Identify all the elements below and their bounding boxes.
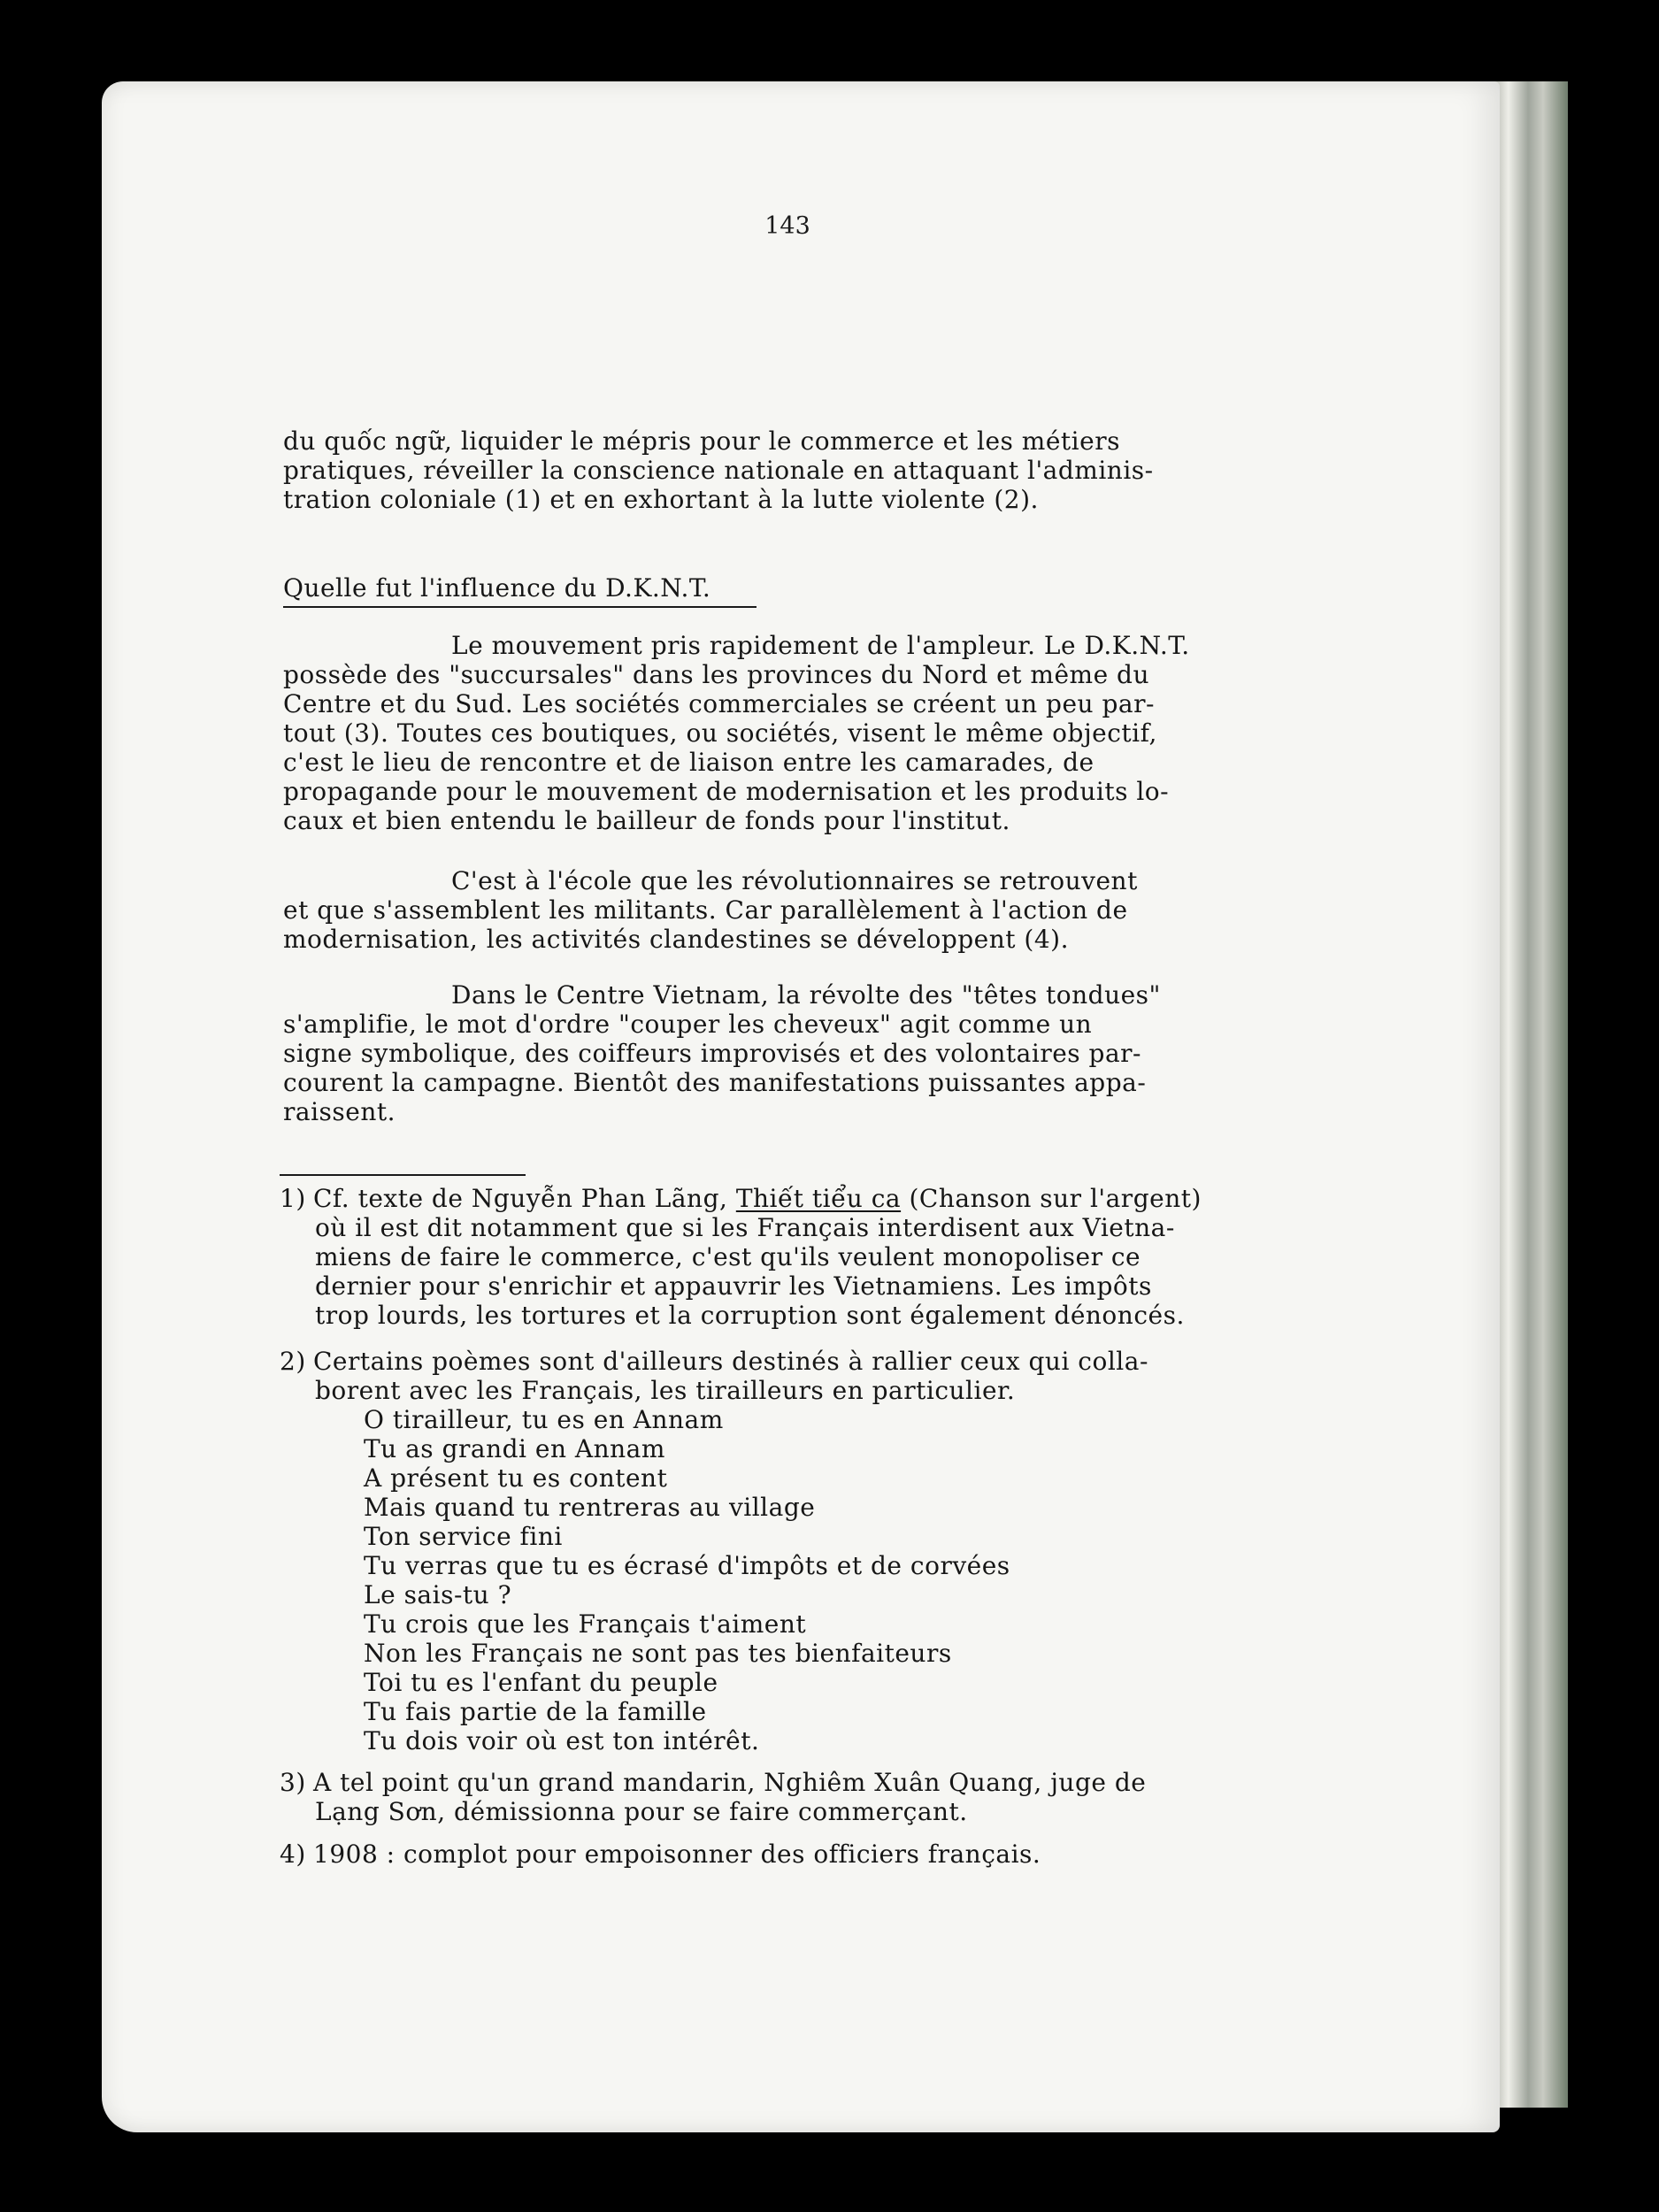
- text-line: C'est à l'école que les révolutionnaires se retrouvent: [451, 866, 1138, 895]
- poem-line: Le sais-tu ?: [364, 1580, 512, 1609]
- footnote-text: Cf. texte de Nguyễn Phan Lãng,: [313, 1184, 736, 1213]
- text-line: Le mouvement pris rapidement de l'ampleur. Le D.K.N.T.: [451, 631, 1190, 660]
- footnote-first-line: [280, 1184, 1341, 1213]
- poem-line: Tu crois que les Français t'aiment: [364, 1609, 807, 1639]
- footnote-1: [280, 1184, 1341, 1330]
- text-line: où il est dit notamment que si les Français interdisent aux Vietna-: [315, 1213, 1175, 1242]
- poem-line: Tu as grandi en Annam: [364, 1434, 665, 1463]
- heading-text: Quelle fut l'influence du D.K.N.T.: [283, 573, 711, 603]
- text-line: possède des "succursales" dans les provinces du Nord et même du: [283, 660, 1150, 689]
- footnote-marker: 4): [280, 1839, 306, 1869]
- poem-line: Mais quand tu rentreras au village: [364, 1493, 816, 1522]
- text-line: Centre et du Sud. Les sociétés commerciales se créent un peu par-: [283, 689, 1155, 718]
- text-line: du quốc ngữ, liquider le mépris pour le commerce et les métiers: [283, 426, 1120, 456]
- text-line: signe symbolique, des coiffeurs improvisés et des volontaires par-: [283, 1039, 1142, 1068]
- text-line: s'amplifie, le mot d'ordre "couper les cheveux" agit comme un: [283, 1010, 1093, 1039]
- page-number: 143: [764, 212, 810, 240]
- text-line: c'est le lieu de rencontre et de liaison entre les camarades, de: [283, 748, 1094, 777]
- poem-line: Tu fais partie de la famille: [364, 1697, 707, 1726]
- footnote-3: [280, 1768, 1341, 1826]
- text-line: pratiques, réveiller la conscience nationale en attaquant l'adminis-: [283, 456, 1154, 485]
- poem-line: Toi tu es l'enfant du peuple: [364, 1668, 718, 1697]
- footnote-2: [280, 1347, 1341, 1755]
- intro-paragraph: [283, 426, 1345, 514]
- text-line: Dans le Centre Vietnam, la révolte des "têtes tondues": [451, 980, 1161, 1010]
- text-line: propagande pour le mouvement de modernisation et les produits lo-: [283, 777, 1170, 806]
- poem-line: Ton service fini: [364, 1522, 563, 1551]
- footnote-text: 1908 : complot pour empoisonner des officiers français.: [313, 1839, 1041, 1869]
- text-line: tration coloniale (1) et en exhortant à la lutte violente (2).: [283, 485, 1039, 514]
- text-line: dernier pour s'enrichir et appauvrir les Vietnamiens. Les impôts: [315, 1271, 1152, 1301]
- paragraph-2: [283, 866, 1345, 954]
- section-heading: [283, 573, 1345, 603]
- footnote-first-line: [280, 1768, 1341, 1797]
- text-line: caux et bien entendu le bailleur de fonds pour l'institut.: [283, 806, 1010, 835]
- text-line: et que s'assemblent les militants. Car parallèlement à l'action de: [283, 895, 1128, 925]
- text-line: raissent.: [283, 1097, 396, 1126]
- footnote-first-line: [280, 1839, 1341, 1869]
- text-line: borent avec les Français, les tirailleurs en particulier.: [315, 1376, 1016, 1405]
- text-line: courent la campagne. Bientôt des manifestations puissantes appa-: [283, 1068, 1147, 1097]
- poem-line: O tirailleur, tu es en Annam: [364, 1405, 724, 1434]
- footnote-marker: 3): [280, 1768, 306, 1797]
- footnote-marker: 2): [280, 1347, 306, 1376]
- footnote-marker: 1): [280, 1184, 306, 1213]
- cited-title: Thiết tiểu ca: [735, 1184, 902, 1213]
- paragraph-1: [283, 631, 1345, 835]
- paragraph-3: [283, 980, 1345, 1126]
- poem-line: Tu verras que tu es écrasé d'impôts et de corvées: [364, 1551, 1010, 1580]
- text-line: Lạng Sơn, démissionna pour se faire commerçant.: [315, 1797, 968, 1826]
- poem-line: Tu dois voir où est ton intérêt.: [364, 1726, 760, 1755]
- footnote-text: A tel point qu'un grand mandarin, Nghiêm Xuân Quang, juge de: [313, 1768, 1147, 1797]
- footnote-rule: [280, 1174, 526, 1176]
- text-line: trop lourds, les tortures et la corruption sont également dénoncés.: [315, 1301, 1185, 1330]
- text-line: tout (3). Toutes ces boutiques, ou sociétés, visent le même objectif,: [283, 718, 1157, 748]
- footnote-4: [280, 1839, 1341, 1869]
- footnote-text: Certains poèmes sont d'ailleurs destinés à rallier ceux qui colla-: [313, 1347, 1148, 1376]
- footnote-first-line: [280, 1347, 1341, 1376]
- poem-line: A présent tu es content: [364, 1463, 668, 1493]
- footnote-text: (Chanson sur l'argent): [901, 1184, 1202, 1213]
- text-line: modernisation, les activités clandestines se développent (4).: [283, 925, 1069, 954]
- poem-line: Non les Français ne sont pas tes bienfaiteurs: [364, 1639, 952, 1668]
- heading-underline: [283, 606, 757, 608]
- text-line: miens de faire le commerce, c'est qu'ils veulent monopoliser ce: [315, 1242, 1141, 1271]
